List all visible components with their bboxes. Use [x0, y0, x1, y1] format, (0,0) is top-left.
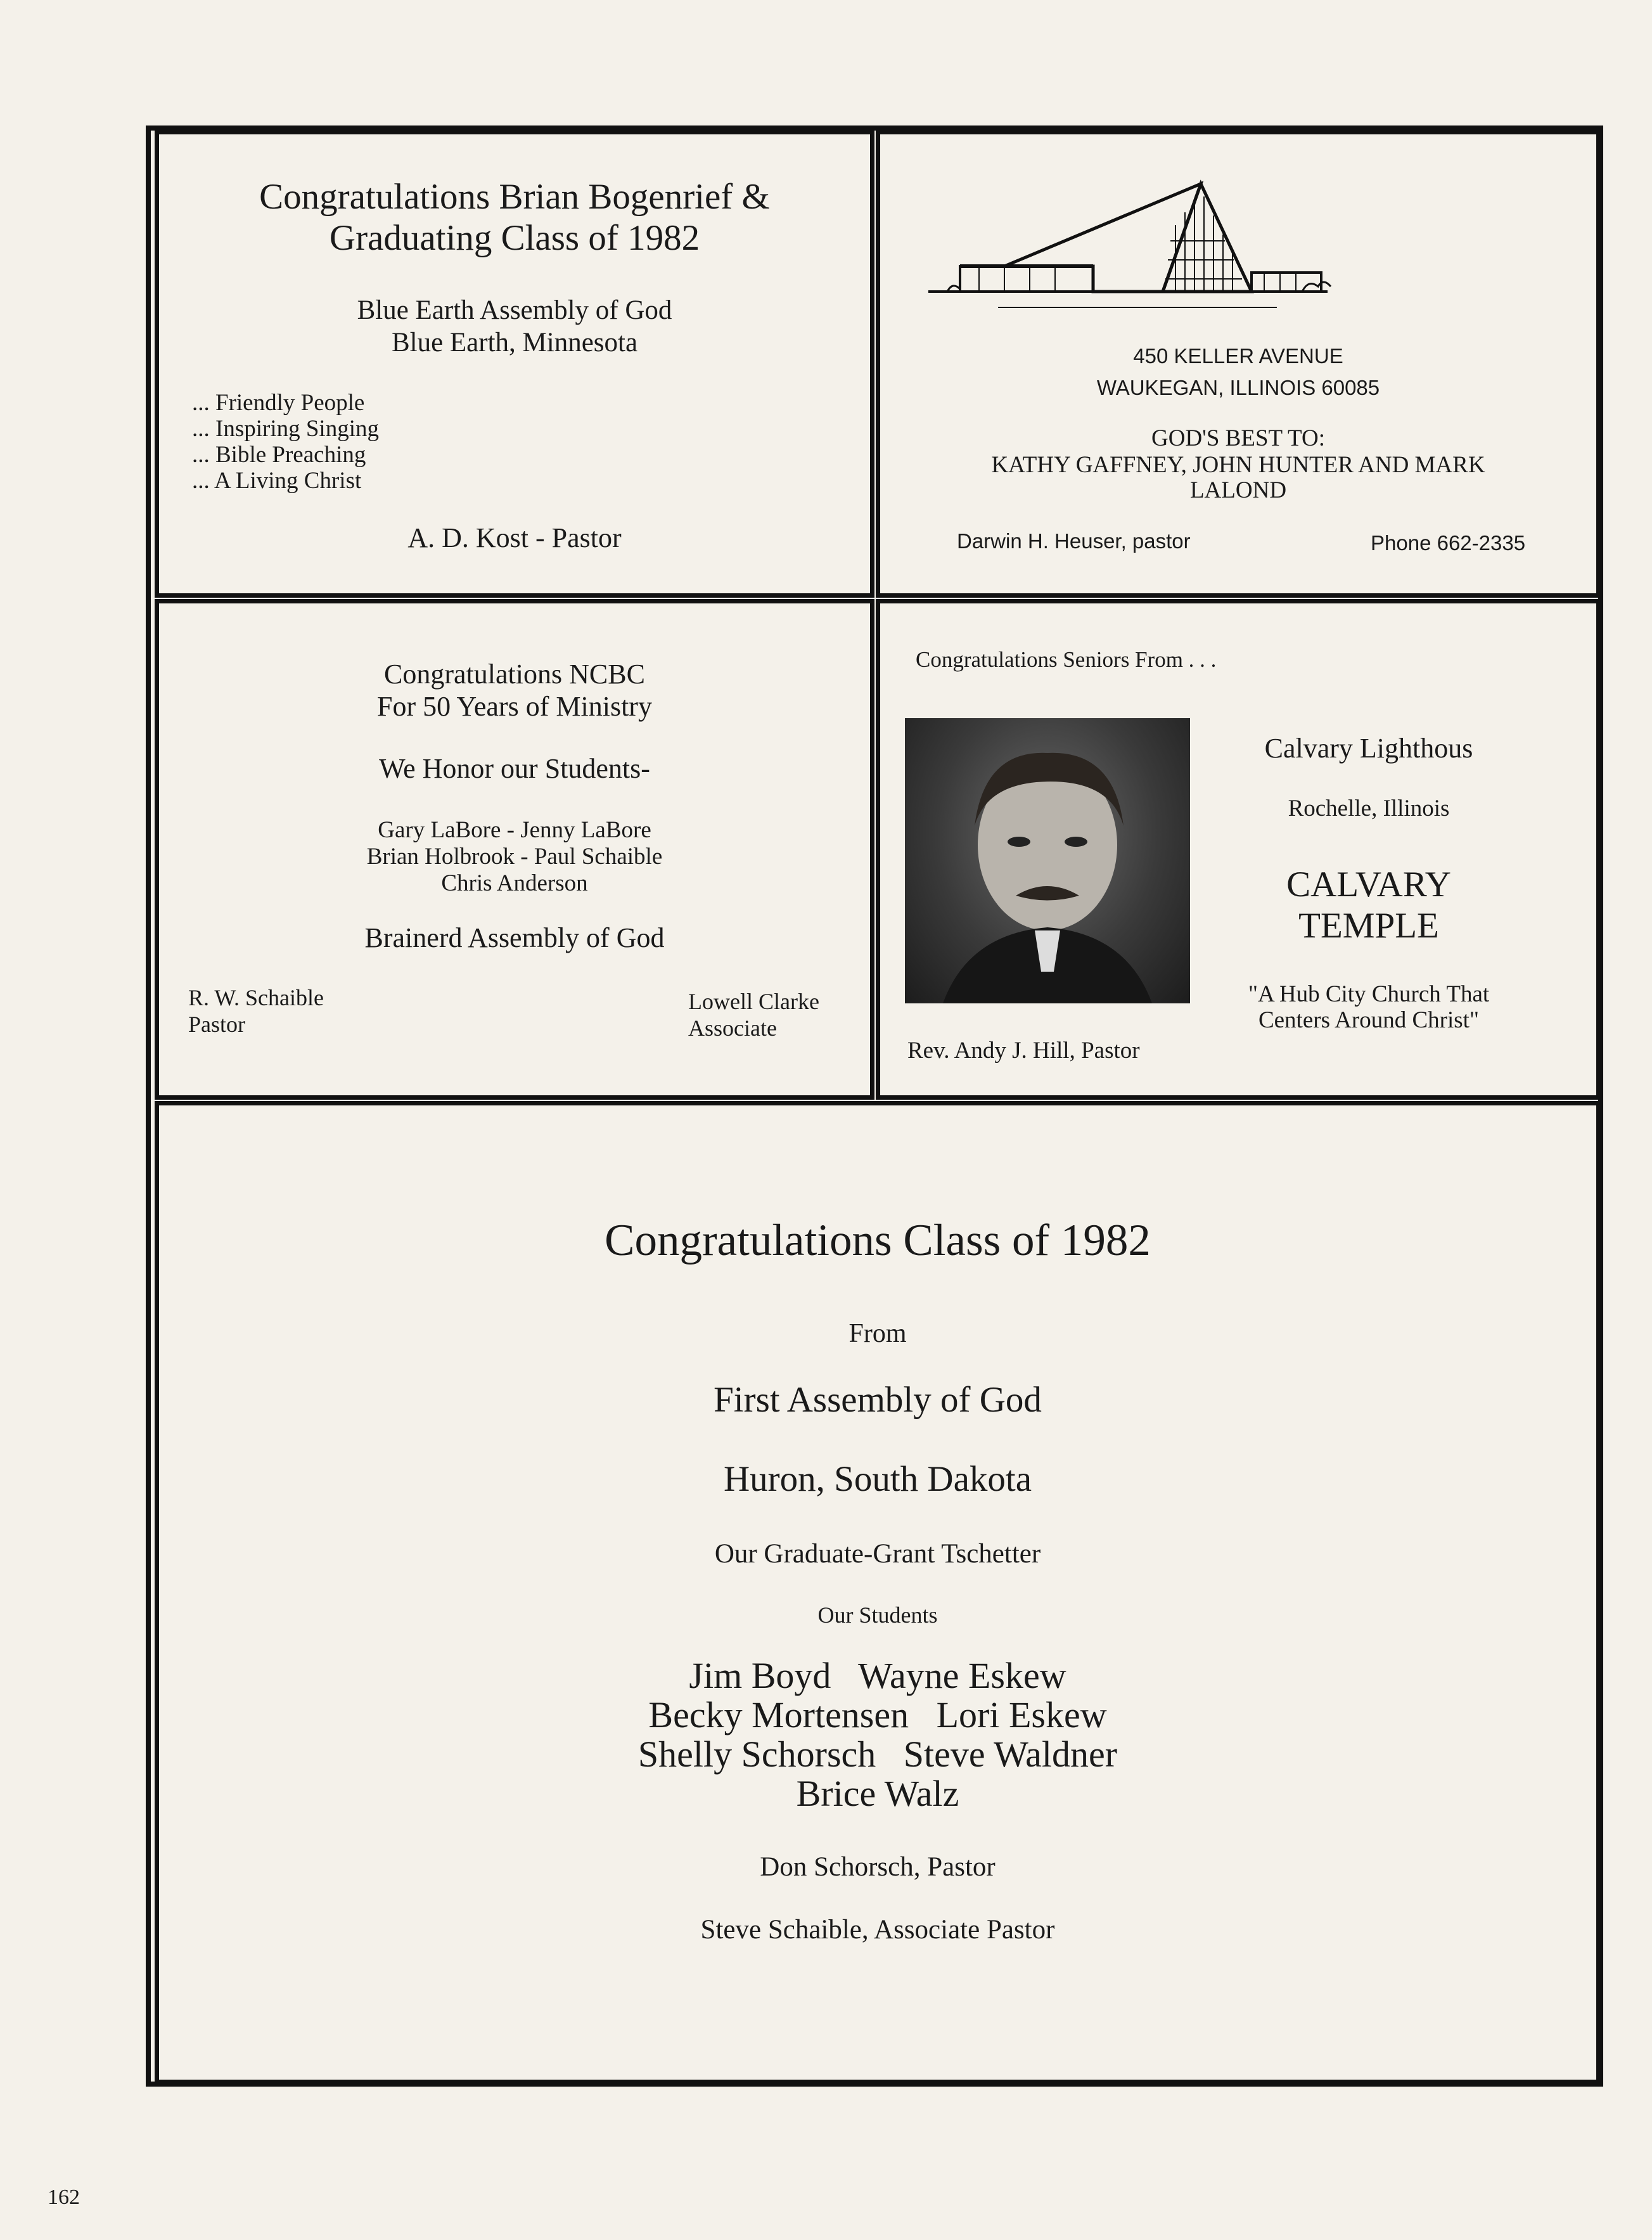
- church-motto-line1: "A Hub City Church That: [1248, 981, 1490, 1007]
- ad-title-line1: Congratulations NCBC: [384, 659, 645, 690]
- church-building-illustration: [922, 177, 1353, 317]
- pastor-name: Rev. Andy J. Hill, Pastor: [907, 1038, 1140, 1064]
- page-number: 162: [48, 2185, 80, 2209]
- address-street: 450 KELLER AVENUE: [1133, 344, 1343, 368]
- graduate-name: Our Graduate-Grant Tschetter: [714, 1539, 1041, 1569]
- feature-item: ... A Living Christ: [192, 468, 362, 494]
- ad-title-line1: Congratulations Brian Bogenrief &: [259, 177, 770, 217]
- student-names-line2: Brian Holbrook - Paul Schaible: [366, 844, 663, 870]
- from-label: From: [848, 1319, 907, 1348]
- student-names-line3: Shelly Schorsch Steve Waldner: [637, 1734, 1118, 1775]
- student-names-line3: Chris Anderson: [441, 870, 588, 896]
- church-location: Rochelle, Illinois: [1288, 795, 1450, 821]
- church-location: Blue Earth, Minnesota: [391, 328, 638, 357]
- student-names-line2: Becky Mortensen Lori Eskew: [648, 1694, 1107, 1735]
- phone-number: Phone 662-2335: [1371, 531, 1526, 555]
- feature-item: ... Friendly People: [192, 390, 365, 416]
- pastor-name: A. D. Kost - Pastor: [407, 522, 622, 553]
- church-name: Blue Earth Assembly of God: [357, 295, 672, 325]
- pastor-name: Don Schorsch, Pastor: [760, 1852, 996, 1882]
- pastor-portrait-photo: [905, 718, 1190, 1003]
- gods-best-heading: GOD'S BEST TO:: [1151, 425, 1325, 451]
- temple-name-line2: TEMPLE: [1298, 906, 1439, 946]
- church-motto-line2: Centers Around Christ": [1258, 1007, 1480, 1033]
- student-names-line4: Brice Walz: [796, 1773, 959, 1814]
- feature-item: ... Bible Preaching: [192, 442, 366, 468]
- church-name: Brainerd Assembly of God: [364, 922, 665, 953]
- church-location: Huron, South Dakota: [723, 1459, 1032, 1499]
- lighthouse-name: Calvary Lighthous: [1264, 733, 1473, 764]
- feature-item: ... Inspiring Singing: [192, 416, 379, 442]
- graduate-names-line1: KATHY GAFFNEY, JOHN HUNTER AND MARK: [991, 452, 1485, 478]
- ad-title-line2: Graduating Class of 1982: [329, 218, 700, 258]
- portrait-icon: [905, 718, 1190, 1003]
- pastor-name: R. W. Schaible: [188, 985, 324, 1010]
- associate-name: Lowell Clarke: [688, 989, 819, 1014]
- student-names-line1: Gary LaBore - Jenny LaBore: [378, 817, 651, 843]
- students-label: Our Students: [817, 1602, 938, 1628]
- associate-pastor-name: Steve Schaible, Associate Pastor: [700, 1915, 1055, 1945]
- church-name: First Assembly of God: [714, 1380, 1042, 1420]
- pastor-name: Darwin H. Heuser, pastor: [957, 529, 1191, 553]
- ad-title-line2: For 50 Years of Ministry: [377, 691, 652, 722]
- pastor-title: Pastor: [188, 1012, 245, 1037]
- ad-header: Congratulations Seniors From . . .: [916, 647, 1217, 672]
- honor-heading: We Honor our Students-: [379, 753, 650, 784]
- temple-name-line1: CALVARY: [1286, 865, 1451, 904]
- graduate-names-line2: LALOND: [1189, 477, 1287, 503]
- associate-title: Associate: [688, 1015, 777, 1041]
- address-city: WAUKEGAN, ILLINOIS 60085: [1096, 376, 1380, 399]
- ad-title: Congratulations Class of 1982: [605, 1216, 1151, 1265]
- student-names-line1: Jim Boyd Wayne Eskew: [689, 1655, 1066, 1696]
